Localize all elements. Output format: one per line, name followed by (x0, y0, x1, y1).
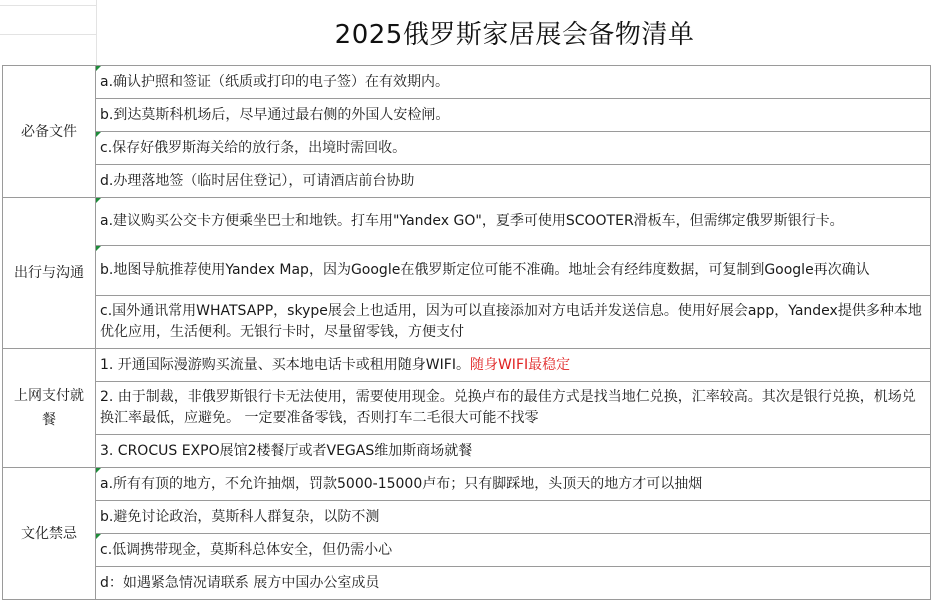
table-row (3, 99, 931, 132)
table-row (3, 132, 931, 165)
item-cell[interactable] (96, 534, 931, 567)
item-text: 1. 开通国际漫游购买流量、买本地电话卡或租用随身WIFI。 (100, 356, 470, 373)
item-text: d：如遇紧急情况请联系 展方中国办公室成员 (100, 574, 380, 591)
item-text: c.低调携带现金，莫斯科总体安全，但仍需小心 (100, 541, 393, 558)
item-text: a.所有有顶的地方，不允许抽烟，罚款5000-15000卢布；只有脚踩地，头顶天的地方才可以抽烟 (100, 475, 703, 492)
category-cell[interactable]: 文化禁忌 (3, 468, 96, 600)
table-row (3, 198, 931, 246)
item-cell[interactable] (96, 296, 931, 349)
cell-marker-icon (96, 534, 101, 539)
table-row (3, 165, 931, 198)
table-row (3, 246, 931, 296)
cell-marker-icon (96, 132, 101, 137)
cell-marker-icon (96, 198, 101, 203)
item-cell[interactable] (96, 435, 931, 468)
checklist-table (2, 65, 931, 600)
item-cell[interactable] (96, 349, 931, 382)
item-text: c.国外通讯常用WHATSAPP，skype展会上也适用，因为可以直接添加对方电话并发送信息。使用好展会app，Yandex提供多种本地优化应用，生活便利。无银行卡时，尽量留零钱，方便支付 (100, 303, 922, 340)
grid-row-line (0, 34, 96, 35)
item-cell[interactable] (96, 468, 931, 501)
table-row (3, 534, 931, 567)
cell-marker-icon (96, 246, 101, 251)
item-text: a.建议购买公交卡方便乘坐巴士和地铁。打车用"Yandex GO"，夏季可使用SCOOTER滑板车，但需绑定俄罗斯银行卡。 (100, 213, 844, 229)
table-row (3, 435, 931, 468)
table-row (3, 468, 931, 501)
item-text: d.办理落地签（临时居住登记），可请酒店前台协助 (100, 172, 415, 189)
item-text: b.到达莫斯科机场后，尽早通过最右侧的外国人安检闸。 (100, 106, 450, 123)
table-row (3, 296, 931, 349)
item-cell[interactable] (96, 165, 931, 198)
item-text: 2. 由于制裁，非俄罗斯银行卡无法使用，需要使用现金。兑换卢布的最佳方式是找当地仁兑换，汇率较高。其次是银行兑换，机场兑换汇率最低，应避免。 一定要准备零钱，否则打车二毛很大可能不找零 (100, 389, 916, 426)
cell-marker-icon (96, 66, 101, 71)
item-cell[interactable] (96, 99, 931, 132)
item-cell[interactable] (96, 198, 931, 246)
item-text: b.地图导航推荐使用Yandex Map，因为Google在俄罗斯定位可能不准确。地址会有经纬度数据，可复制到Google再次确认 (100, 262, 870, 278)
item-cell[interactable] (96, 382, 931, 435)
item-cell[interactable] (96, 66, 931, 99)
item-cell[interactable] (96, 132, 931, 165)
table-row (3, 349, 931, 382)
cell-marker-icon (96, 468, 101, 473)
item-cell[interactable] (96, 501, 931, 534)
highlight-text: 随身WIFI最稳定 (469, 356, 571, 373)
table-row (3, 66, 931, 99)
item-text: 3. CROCUS EXPO展馆2楼餐厅或者VEGAS维加斯商场就餐 (100, 442, 473, 459)
category-cell[interactable]: 上网支付就餐 (3, 349, 96, 468)
table-row (3, 382, 931, 435)
category-cell[interactable]: 必备文件 (3, 66, 96, 198)
sheet-title[interactable]: 2025俄罗斯家居展会备物清单 (334, 20, 695, 50)
table-row (3, 567, 931, 600)
item-text: c.保存好俄罗斯海关给的放行条，出境时需回收。 (100, 139, 407, 156)
item-text: b.避免讨论政治，莫斯科人群复杂，以防不测 (100, 508, 380, 525)
item-cell[interactable] (96, 246, 931, 296)
grid-row-line (0, 5, 96, 6)
table-row (3, 501, 931, 534)
category-cell[interactable]: 出行与沟通 (3, 198, 96, 349)
item-cell[interactable] (96, 567, 931, 600)
item-text: a.确认护照和签证（纸质或打印的电子签）在有效期内。 (100, 73, 450, 90)
